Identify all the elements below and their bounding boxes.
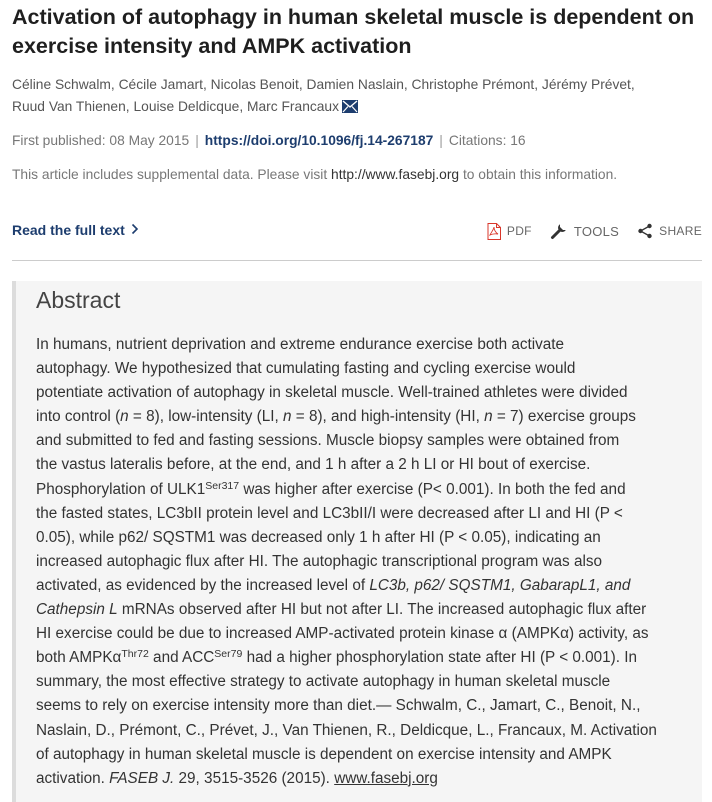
article-title: Activation of autophagy in human skeletal muscle is dependent on exercise intensity and AMPK activation [12, 5, 695, 58]
supplemental-text: This article includes supplemental data. Please visit [12, 167, 328, 182]
pdf-icon [487, 223, 501, 240]
author-link[interactable]: Nicolas Benoit [210, 77, 299, 92]
abstract-section [12, 281, 702, 802]
abstract-line: potentiate activation of autophagy in skeletal muscle. Well-trained athletes were divided [36, 384, 628, 402]
citations-count: Citations: 16 [448, 133, 526, 148]
abstract-line: Naslain, D., Prémont, C., Prévet, J., Van Thienen, R., Deldicque, L., Francaux, M. Activation [36, 721, 657, 739]
envelope-icon[interactable] [342, 98, 358, 120]
abstract-line: Phosphorylation of $ULK1^{Ser317}$ was higher after exercise (P< 0.001). In both the fed and [36, 479, 626, 498]
abstract-line: autophagy. We hypothesized that cumulating fasting and cycling exercise would [36, 360, 576, 378]
supplemental-link[interactable]: http://www.fasebj.org [331, 167, 460, 182]
read-full-text-link[interactable] [12, 220, 139, 240]
first-published-date: 08 May 2015 [109, 133, 190, 148]
abstract-line: activation. FASEB J. 29, 3515-3526 (2015). www.fasebj.org [36, 769, 438, 787]
tools-label: TOOLS [573, 223, 620, 239]
abstract-heading: Abstract [36, 287, 121, 313]
tools-button[interactable] [550, 222, 619, 240]
chevron-right-icon [131, 220, 139, 240]
meta-separator: | [195, 133, 199, 148]
share-icon [637, 223, 653, 239]
share-button[interactable] [637, 223, 702, 239]
abstract-line: the vastus lateralis before, at the end, and 1 h after a 2 h LI or HI bout of exercise. [36, 456, 591, 474]
author-link[interactable]: Louise Deldicque [133, 99, 240, 114]
abstract-line: Cathepsin L mRNAs observed after HI but not after LI. The increased autophagic flux after [36, 601, 647, 619]
author-link[interactable]: Ruud Van Thienen [12, 99, 126, 114]
abstract-line: increased autophagic flux after HI. The autophagic transcriptional program was also [36, 552, 603, 570]
pdf-label: PDF [506, 224, 532, 238]
abstract-line: summary, the most effective strategy to activate autophagy in human skeletal muscle [36, 673, 611, 691]
abstract-line: both AMPKα$^{Thr72}$ and $ACC^{Ser79}$ had a higher phosphorylation state after HI (P < 0.001). In [36, 648, 638, 667]
italic-term: n [484, 408, 493, 426]
first-published-label: First published: [12, 133, 106, 148]
italic-term: n [283, 408, 292, 426]
italic-term: LC3b, p62/ SQSTM1, GabarapL1, and [369, 576, 631, 594]
abstract-text [36, 333, 702, 791]
supplemental-note [12, 165, 617, 185]
meta-separator: | [439, 133, 443, 148]
abstract-line: the fasted states, LC3bII protein level and LC3bII/I were decreased after LI and HI (P < [36, 504, 623, 522]
pdf-button[interactable] [487, 223, 532, 240]
author-link[interactable]: Damien Naslain [306, 77, 404, 92]
journal-link[interactable]: www.fasebj.org [334, 769, 438, 787]
supplemental-text-end: to obtain this information. [462, 167, 618, 182]
abstract-line: seems to rely on exercise intensity more than diet.— Schwalm, C., Jamart, C., Benoit, N., [36, 697, 641, 715]
section-divider [12, 260, 702, 261]
italic-term: n [120, 408, 129, 426]
article-tools [469, 220, 702, 242]
superscript: Thr72 [121, 648, 149, 661]
share-label: SHARE [659, 224, 702, 238]
superscript: Ser79 [214, 648, 243, 661]
author-link[interactable]: Jérémy Prévet [541, 77, 631, 92]
abstract-line: of autophagy in human skeletal muscle is dependent on exercise intensity and AMPK [36, 745, 612, 763]
publication-meta [12, 131, 526, 151]
abstract-line: into control (n = 8), low-intensity (LI, n = 8), and high-intensity (HI, n = 7) exercise groups [36, 408, 636, 426]
abstract-line: 0.05), while p62/ SQSTM1 was decreased only 1 h after HI (P < 0.05), indicating an [36, 528, 601, 546]
abstract-line: and submitted to fed and fasting sessions. Muscle biopsy samples were obtained from [36, 432, 620, 450]
author-link[interactable]: Marc Francaux [247, 99, 340, 114]
author-link[interactable]: Céline Schwalm [12, 77, 111, 92]
wrench-icon [550, 222, 568, 240]
author-list: Céline Schwalm, Cécile Jamart, Nicolas Benoit, Damien Naslain, Christophe Prémont, Jérémy Prévet, Ruud Van Thienen, Louise Deldicque, Marc Francaux [12, 74, 702, 120]
author-link[interactable]: Christophe Prémont [411, 77, 535, 92]
read-full-text-label: Read the full text [12, 222, 125, 238]
superscript: Ser317 [205, 479, 240, 492]
abstract-line: HI exercise could be due to increased AMP-activated protein kinase α (AMPKα) activity, as [36, 625, 649, 643]
italic-term: Cathepsin L [36, 601, 118, 619]
abstract-line: activated, as evidenced by the increased level of LC3b, p62/ SQSTM1, GabarapL1, and [36, 576, 631, 594]
doi-link[interactable]: https://doi.org/10.1096/fj.14-267187 [204, 133, 434, 148]
italic-term: FASEB J. [109, 769, 175, 787]
author-link[interactable]: Cécile Jamart [118, 77, 203, 92]
abstract-line: In humans, nutrient deprivation and extreme endurance exercise both activate [36, 336, 565, 353]
